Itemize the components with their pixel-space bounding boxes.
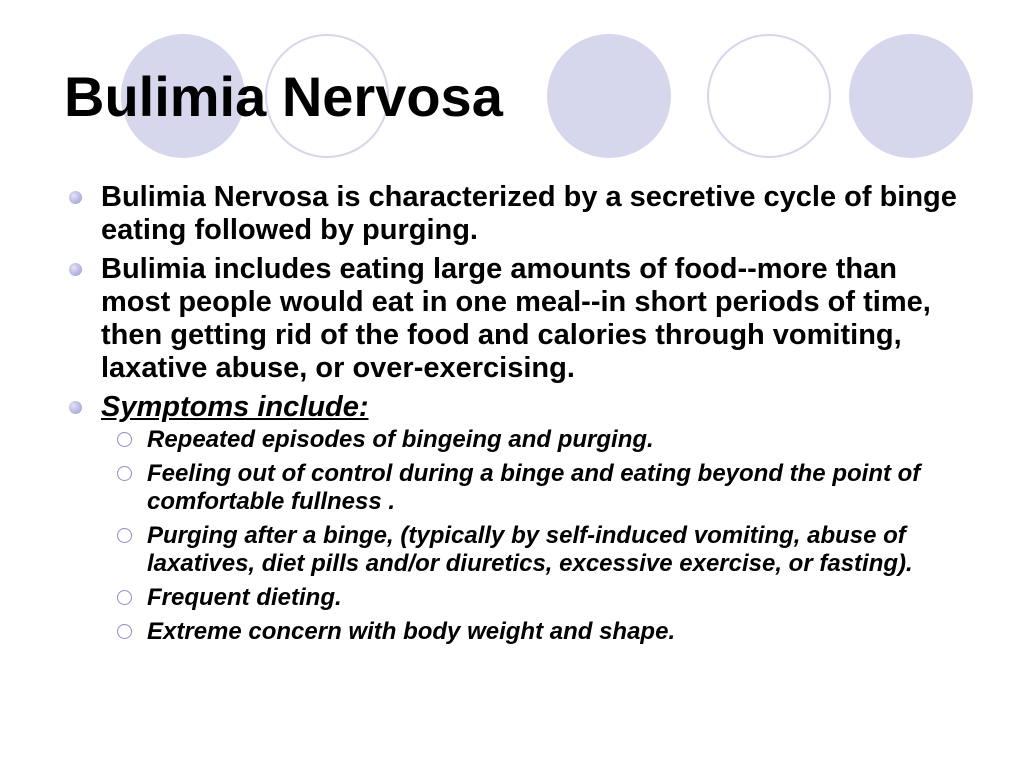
decorative-filled-circle	[849, 34, 973, 158]
sub-bullet-text: Repeated episodes of bingeing and purging.	[147, 426, 654, 453]
filled-circle-bullet-icon	[69, 263, 82, 276]
bullet-item	[64, 253, 964, 385]
sub-bullet-text: Frequent dieting.	[147, 584, 342, 611]
slide-body	[64, 181, 964, 652]
sub-bullet-item	[64, 522, 964, 578]
symptoms-list	[64, 426, 964, 646]
filled-circle-bullet-icon	[69, 401, 82, 414]
bullet-text: Bulimia includes eating large amounts of food--more than most people would eat in one meal--in short periods of time, then getting rid of the food and calories through vomiting, laxative abuse, or over-exercising.	[101, 253, 931, 384]
filled-circle-bullet-icon	[69, 191, 82, 204]
hollow-circle-bullet-icon	[117, 624, 132, 639]
sub-bullet-text: Feeling out of control during a binge and eating beyond the point of comfortable fullness .	[147, 460, 921, 515]
slide-title: Bulimia Nervosa	[64, 65, 503, 128]
hollow-circle-bullet-icon	[117, 528, 132, 543]
sub-bullet-item	[64, 460, 964, 516]
sub-bullet-item	[64, 426, 964, 454]
bullet-text: Bulimia Nervosa is characterized by a secretive cycle of binge eating followed by purging.	[101, 181, 957, 246]
hollow-circle-bullet-icon	[117, 432, 132, 447]
sub-bullet-text: Purging after a binge, (typically by self-induced vomiting, abuse of laxatives, diet pills and/or diuretics, excessive exercise, or fasting).	[147, 522, 913, 577]
decorative-outline-circle	[707, 34, 831, 158]
symptoms-heading: Symptoms include:	[101, 391, 369, 423]
sub-bullet-item	[64, 584, 964, 612]
hollow-circle-bullet-icon	[117, 466, 132, 481]
sub-bullet-text: Extreme concern with body weight and shape.	[147, 618, 676, 645]
decorative-filled-circle	[547, 34, 671, 158]
sub-bullet-item	[64, 618, 964, 646]
bullet-item-symptoms	[64, 391, 964, 424]
hollow-circle-bullet-icon	[117, 590, 132, 605]
bullet-item	[64, 181, 964, 247]
